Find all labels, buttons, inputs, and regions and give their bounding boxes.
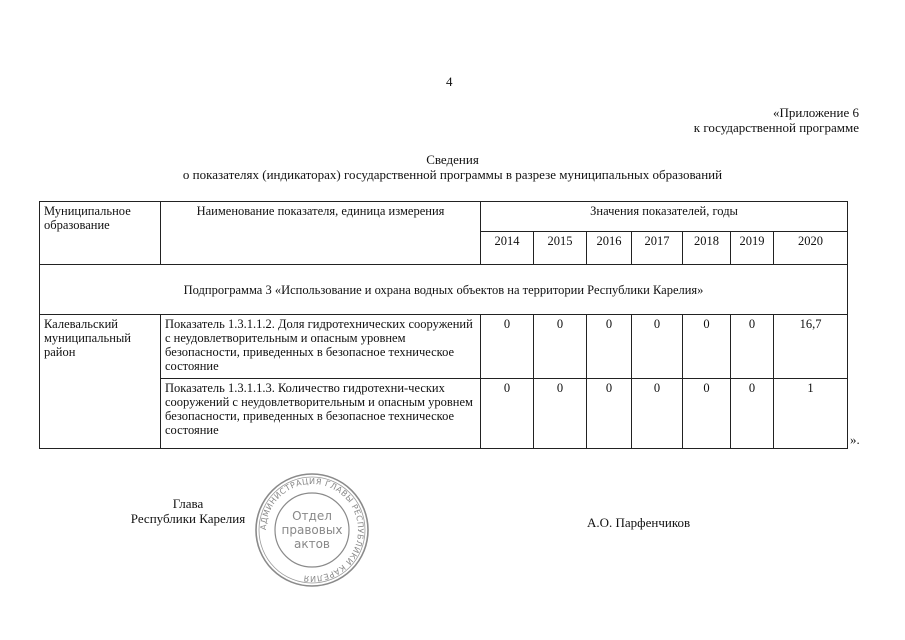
value-cell: 0 (632, 379, 683, 449)
document-title (0, 152, 905, 182)
stamp-seal (252, 470, 372, 590)
header-year: 2017 (632, 232, 683, 265)
value-cell: 0 (632, 315, 683, 379)
value-cell: 0 (481, 315, 534, 379)
value-cell: 0 (481, 379, 534, 449)
indicator-cell: Показатель 1.3.1.1.2. Доля гидротехнических сооружений с неудовлетворительным и опасным уровнем безопасности, приведенных в безопасное техническое состояние (161, 315, 481, 379)
annex-line-2: к государственной программе (693, 120, 859, 135)
signatory-position (118, 496, 258, 526)
value-cell: 0 (587, 379, 632, 449)
position-line-1: Глава (172, 496, 204, 511)
stamp-center-line: актов (293, 537, 331, 551)
header-year: 2018 (683, 232, 731, 265)
header-values-group: Значения показателей, годы (481, 202, 848, 232)
annex-heading (694, 105, 859, 135)
title-line-1: Сведения (426, 152, 479, 167)
indicator-cell: Показатель 1.3.1.1.3. Количество гидротехни-ческих сооружений с неудовлетворительным и опасным уровнем безопасности, приведенных в безопасное техническое состояние (161, 379, 481, 449)
value-cell: 0 (731, 315, 774, 379)
value-cell: 0 (534, 379, 587, 449)
value-cell: 0 (683, 379, 731, 449)
header-indicator: Наименование показателя, единица измерения (161, 202, 481, 265)
closing-quote: ». (850, 432, 860, 447)
subprogram-row: Подпрограмма 3 «Использование и охрана водных объектов на территории Республики Карелия» (40, 265, 848, 315)
value-cell: 1 (774, 379, 848, 449)
header-year: 2020 (774, 232, 848, 265)
stamp-center-line: Отдел (292, 509, 332, 523)
value-cell: 0 (534, 315, 587, 379)
value-cell: 16,7 (774, 315, 848, 379)
header-year: 2016 (587, 232, 632, 265)
page-number: 4 (446, 74, 453, 89)
value-cell: 0 (731, 379, 774, 449)
header-year: 2014 (481, 232, 534, 265)
stamp-ring-text: АДМИНИСТРАЦИЯ ГЛАВЫ РЕСПУБЛИКИ КАРЕЛИЯ (258, 476, 366, 584)
stamp-center-line: правовых (281, 523, 343, 537)
header-year: 2019 (731, 232, 774, 265)
annex-line-1: «Приложение 6 (772, 105, 859, 120)
title-line-2: о показателях (индикаторах) государственной программы в разрезе муниципальных образований (182, 167, 723, 182)
header-year: 2015 (534, 232, 587, 265)
municipality-cell: Калевальский муниципальный район (40, 315, 161, 449)
signatory-name: А.О. Парфенчиков (587, 515, 691, 530)
position-line-2: Республики Карелия (130, 511, 246, 526)
value-cell: 0 (587, 315, 632, 379)
value-cell: 0 (683, 315, 731, 379)
header-municipality: Муниципальное образование (40, 202, 161, 265)
indicators-table (39, 201, 848, 449)
